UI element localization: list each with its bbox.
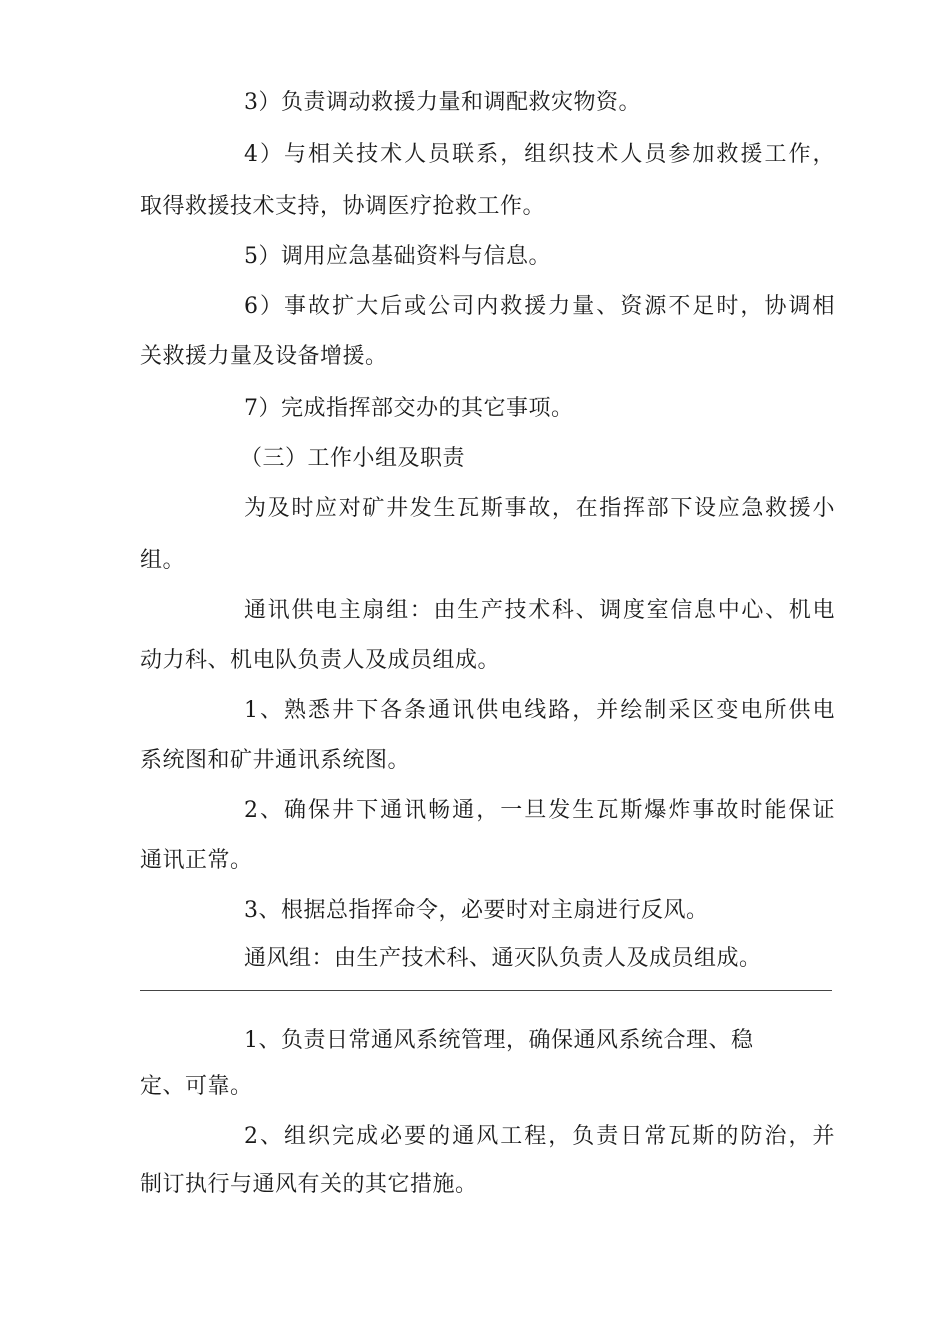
paragraph-line: 定、可靠。 [140,1074,253,1099]
paragraph-line: 为及时应对矿井发生瓦斯事故，在指挥部下设应急救援小 [244,496,835,521]
paragraph-line: 1、负责日常通风系统管理，确保通风系统合理、稳 [244,1028,754,1053]
paragraph-line: 取得救援技术支持，协调医疗抢救工作。 [140,194,546,219]
paragraph-line: 2、确保井下通讯畅通，一旦发生瓦斯爆炸事故时能保证 [244,798,835,823]
paragraph-line: 关救援力量及设备增援。 [140,344,388,369]
paragraph-line: 1、熟悉井下各条通讯供电线路，并绘制采区变电所供电 [244,698,835,723]
section-divider [140,990,832,991]
paragraph-line: 动力科、机电队负责人及成员组成。 [140,648,501,673]
paragraph-line: 通风组：由生产技术科、通灭队负责人及成员组成。 [244,946,762,971]
paragraph-line: 通讯供电主扇组：由生产技术科、调度室信息中心、机电 [244,598,835,623]
paragraph-line: 2、组织完成必要的通风工程，负责日常瓦斯的防治，并 [244,1124,835,1149]
paragraph-line: 通讯正常。 [140,848,253,873]
paragraph-line: 制订执行与通风有关的其它措施。 [140,1172,478,1197]
paragraph-line: 5）调用应急基础资料与信息。 [244,244,551,269]
section-heading: （三）工作小组及职责 [240,446,466,471]
paragraph-line: 4）与相关技术人员联系，组织技术人员参加救援工作， [244,142,835,167]
paragraph-line: 3、根据总指挥命令，必要时对主扇进行反风。 [244,898,709,923]
paragraph-line: 3）负责调动救援力量和调配救灾物资。 [244,90,641,115]
paragraph-line: 7）完成指挥部交办的其它事项。 [244,396,574,421]
paragraph-line: 组。 [140,548,186,573]
paragraph-line: 6）事故扩大后或公司内救援力量、资源不足时，协调相 [244,294,835,319]
paragraph-line: 系统图和矿井通讯系统图。 [140,748,411,773]
